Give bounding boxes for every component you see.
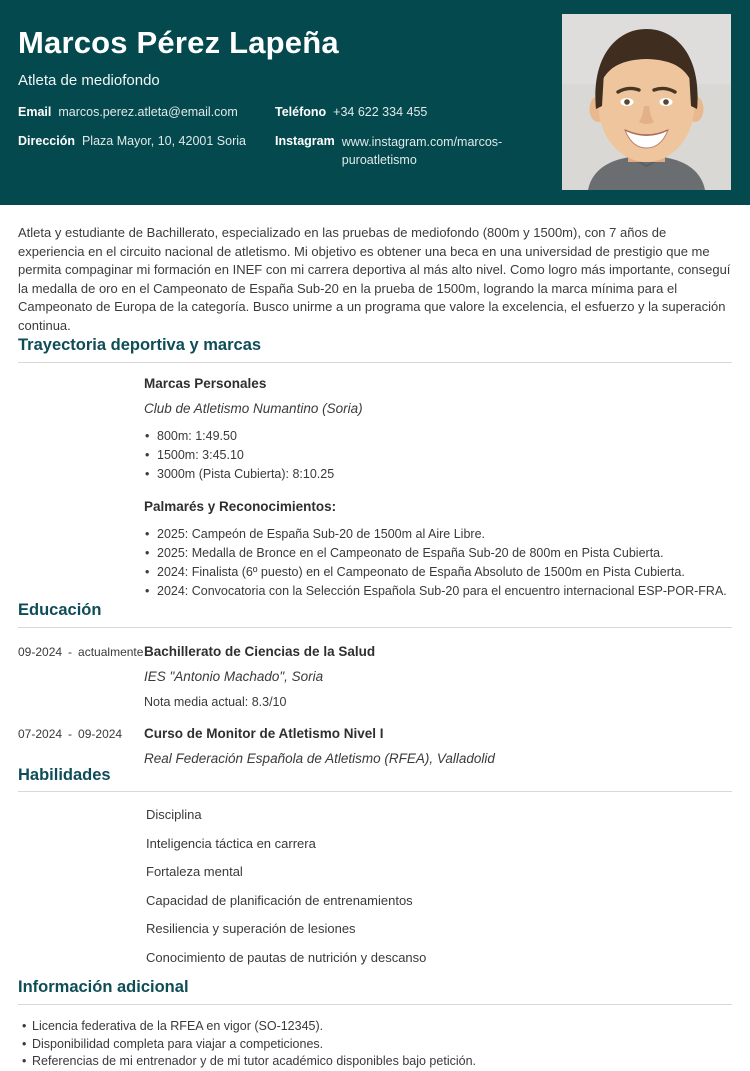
skill-item: Conocimiento de pautas de nutrición y descanso [146,949,427,965]
skill-item: Disciplina [146,807,202,823]
palmares-heading: Palmarés y Reconocimientos: [144,498,337,514]
education-dates [18,644,144,709]
list-item: • Disponibilidad completa para viajar a competiciones. [18,1036,732,1054]
date-separator: - [68,726,73,741]
instagram-label: Instagram [275,133,335,148]
degree-title: Bachillerato de Ciencias de la Salud [144,643,376,659]
education-dates [18,726,144,766]
section-trayectoria [18,336,732,601]
skill-item: Capacidad de planificación de entrenamientos [146,892,413,908]
date-separator: - [68,644,73,659]
palmares-list [144,525,732,601]
section-title-trayectoria: Trayectoria deportiva y marcas [18,336,732,363]
person-name: Marcos Pérez Lapeña [18,25,339,60]
marcas-heading: Marcas Personales [144,375,267,391]
profile-photo [562,14,731,190]
contact-address [18,133,275,169]
skills-list [146,807,732,965]
list-item: • 800m: 1:49.50 [144,427,732,446]
address-label: Dirección [18,133,75,148]
cv-header [0,0,750,205]
date-start: 09-2024 [18,644,63,659]
trayectoria-content [144,376,732,601]
person-role: Atleta de mediofondo [18,72,160,89]
list-item: • 2024: Convocatoria con la Selección Española Sub-20 para el encuentro internacional ESP-POR-FRA. [144,582,732,601]
portrait-illustration [562,14,731,190]
phone-value: +34 622 334 455 [333,105,428,119]
contact-info [18,104,540,169]
phone-label: Teléfono [275,105,327,119]
section-adicional [18,978,732,1070]
instagram-value: www.instagram.com/marcos-puroatletismo [341,134,503,167]
education-entry [18,644,732,709]
section-title-educacion: Educación [18,601,732,628]
email-value: marcos.perez.atleta@email.com [58,105,238,119]
email-label: Email [18,105,52,119]
club-name: Club de Atletismo Numantino (Soria) [144,400,363,416]
degree-title: Curso de Monitor de Atletismo Nivel I [144,725,384,741]
education-entry [18,726,732,766]
list-item: • 2025: Medalla de Bronce en el Campeonato de España Sub-20 de 800m en Pista Cubierta. [144,544,732,563]
contact-phone [275,104,540,121]
list-item: • 1500m: 3:45.10 [144,446,732,465]
address-value: Plaza Mayor, 10, 42001 Soria [81,133,246,148]
school-name: IES "Antonio Machado", Soria [144,668,324,684]
section-habilidades [18,766,732,965]
date-end: actualmente [78,644,144,659]
list-item: • 2025: Campeón de España Sub-20 de 1500m al Aire Libre. [144,525,732,544]
date-end: 09-2024 [78,726,123,741]
profile-summary: Atleta y estudiante de Bachillerato, especializado en las pruebas de mediofondo (800m y 1500m), con 7 años de experiencia en el circuito nacional de atletismo. Mi objetivo es obtener una beca en una universidad de prestigio que me permita compaginar mi formación en INEF con mi carrera deportiva al más alto nivel. Como logro más importante, conseguí la medalla de oro en el Campeonato de España Sub-20 en la prueba de 1500m, logrando la marca mínima para el Campeonato de Europa de la categoría. Busco unirme a un programa que valore la excelencia, el esfuerzo y la superación continua. [18,225,731,333]
list-item: • Referencias de mi entrenador y de mi tutor académico disponibles bajo petición. [18,1053,732,1071]
list-item: • 2024: Finalista (6º puesto) en el Campeonato de España Absoluto de 1500m en Pista Cubierta. [144,563,732,582]
grade-note: Nota media actual: 8.3/10 [144,694,287,709]
section-title-adicional: Información adicional [18,978,732,1005]
marcas-list [144,427,732,484]
education-details [144,726,495,766]
section-educacion [18,601,732,766]
contact-instagram [275,133,540,169]
education-details [144,644,375,709]
contact-email [18,104,275,121]
school-name: Real Federación Española de Atletismo (RFEA), Valladolid [144,750,495,766]
list-item: • 3000m (Pista Cubierta): 8:10.25 [144,465,732,484]
skill-item: Resiliencia y superación de lesiones [146,921,356,937]
skill-item: Inteligencia táctica en carrera [146,835,316,851]
cv-body [0,224,750,1071]
section-title-habilidades: Habilidades [18,766,732,793]
date-start: 07-2024 [18,726,63,741]
additional-info-list [18,1018,732,1071]
list-item: • Licencia federativa de la RFEA en vigor (SO-12345). [18,1018,732,1036]
skill-item: Fortaleza mental [146,864,243,880]
